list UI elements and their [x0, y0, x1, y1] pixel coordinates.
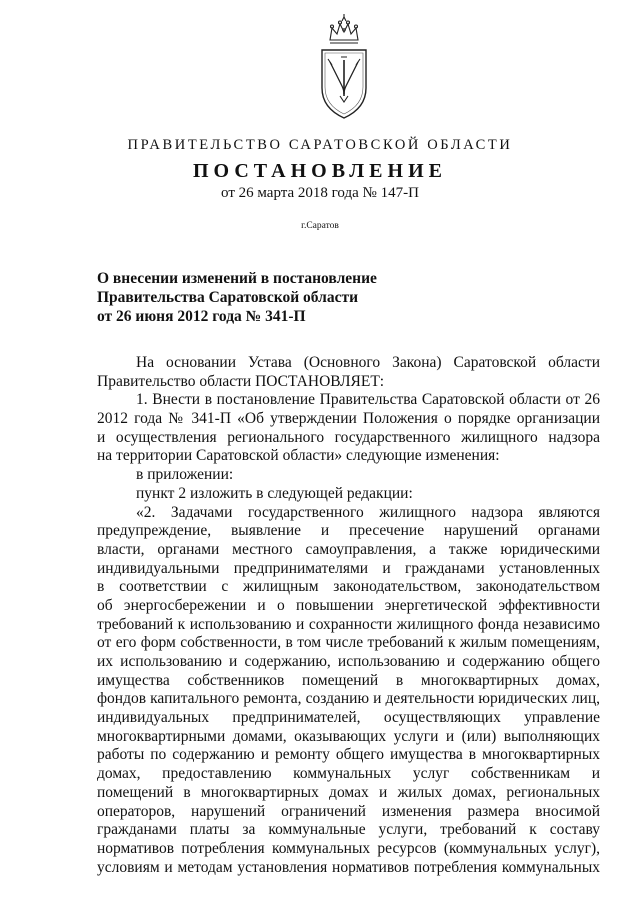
body-line: предупреждение, выявление и пресечение нарушений органами — [97, 522, 600, 540]
document-type-heading: ПОСТАНОВЛЕНИЕ — [193, 160, 447, 182]
subject-line: Правительства Саратовской области — [97, 289, 358, 306]
body-line: Правительство области ПОСТАНОВЛЯЕТ: — [97, 372, 385, 390]
body-line: в соответствии с жилищным законодательством, законодательством — [97, 578, 600, 596]
body-line: в приложении: — [136, 466, 234, 484]
document-city: г.Саратов — [301, 221, 339, 231]
body-line: власти, органами местного самоуправления, а также юридическими — [97, 540, 600, 558]
document-date-number: от 26 марта 2018 года № 147-П — [221, 185, 419, 201]
body-line: многоквартирными домами, оказывающих услуги и (или) выполняющих — [97, 727, 600, 745]
body-line: помещений в многоквартирных домах и жилых домах, региональных — [97, 783, 600, 801]
body-line: операторов, нарушений ограничений изменения размера вносимой — [97, 802, 600, 820]
body-line: индивидуальных предпринимателей, осуществляющих управление — [97, 709, 600, 727]
body-line: работы по содержанию и ремонту общего имущества в многоквартирных — [97, 746, 600, 764]
body-line: их использованию и содержанию, использованию и содержанию общего — [97, 653, 600, 670]
body-line: фондов капитального ремонта, созданию и деятельности юридических лиц, — [97, 690, 600, 708]
body-line: имущества собственников помещений в многоквартирных домах, — [97, 671, 600, 689]
body-line: условиям и методам установления нормативов потребления коммунальных — [97, 858, 600, 876]
body-line: об энергосбережении и о повышении энергетической эффективности — [97, 596, 600, 614]
body-line: и осуществления регионального государственного жилищного надзора — [97, 428, 600, 446]
document-subject — [97, 269, 457, 326]
body-line: на территории Саратовской области» следующие изменения: — [97, 447, 500, 465]
body-line: На основании Устава (Основного Закона) Саратовской области — [136, 354, 600, 371]
body-line: гражданами платы за коммунальные услуги, требований к составу — [97, 821, 600, 839]
body-line: «2. Задачами государственного жилищного надзора являются — [136, 503, 600, 521]
body-line: от его форм собственности, в том числе требований к жилым помещениям, — [97, 634, 600, 652]
subject-line: О внесении изменений в постановление — [97, 270, 377, 287]
document-body — [97, 354, 600, 877]
body-line: пункт 2 изложить в следующей редакции: — [136, 484, 413, 502]
government-title: ПРАВИТЕЛЬСТВО САРАТОВСКОЙ ОБЛАСТИ — [127, 137, 513, 153]
subject-line: от 26 июня 2012 года № 341-П — [97, 308, 306, 325]
body-line: 2012 года № 341-П «Об утверждении Положения о порядке организации — [97, 410, 600, 428]
body-line: 1. Внести в постановление Правительства Саратовской области от 26 — [136, 391, 600, 409]
body-line: нормативов потребления коммунальных ресурсов (коммунальных услуг), — [97, 839, 600, 857]
body-line: требований к использованию и сохранности жилищного фонда независимо — [97, 615, 600, 633]
coat-of-arms-emblem — [318, 10, 370, 122]
body-line: индивидуальными предпринимателями и гражданами установленных — [97, 559, 600, 577]
body-line: домах, предоставлению коммунальных услуг собственникам и — [97, 765, 600, 783]
